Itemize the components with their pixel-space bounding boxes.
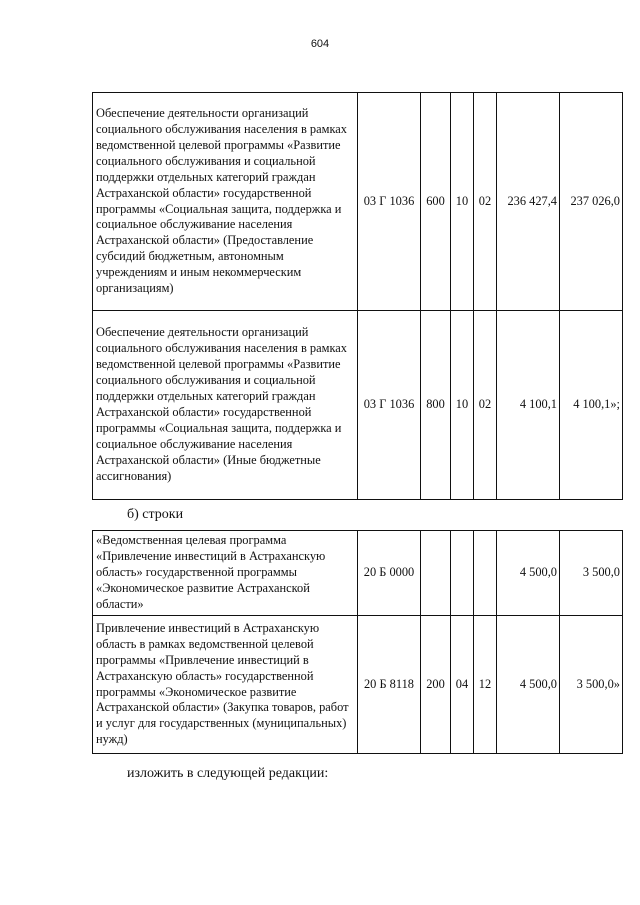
expense-type: 800: [421, 311, 451, 500]
amount-year-2: 4 100,1»;: [560, 311, 623, 500]
rows-label: б) строки: [127, 507, 184, 522]
amount-year-1: 236 427,4: [497, 93, 560, 311]
expense-type: 600: [421, 93, 451, 311]
amount-year-2: 3 500,0»: [560, 616, 623, 754]
page-number: 604: [310, 38, 330, 50]
amount-year-1: 4 500,0: [497, 616, 560, 754]
closing-text: изложить в следующей редакции:: [127, 766, 329, 781]
row-description: Обеспечение деятельности организаций социального обслуживания населения в рамках ведомственной целевой программы «Развитие социального обслуживания и социальной поддержки отдельных категорий граждан Астраханской области» государственной программы «Социальная защита, поддержка и социальное обслуживание населения Астраханской области» (Иные бюджетные ассигнования): [93, 311, 358, 500]
row-description: Обеспечение деятельности организаций социального обслуживания населения в рамках ведомственной целевой программы «Развитие социального обслуживания и социальной поддержки отдельных категорий граждан Астраханской области» государственной программы «Социальная защита, поддержка и социальное обслуживание населения Астраханской области» (Предоставление субсидий бюджетным, автономным учреждениям и иным некоммерческим организациям): [93, 93, 358, 311]
subsection: 02: [474, 93, 497, 311]
section: 10: [451, 311, 474, 500]
table-row: [93, 616, 623, 754]
table-row: [93, 311, 623, 500]
subsection: 02: [474, 311, 497, 500]
budget-table-1: [92, 92, 623, 500]
subsection: 12: [474, 616, 497, 754]
amount-year-2: 237 026,0: [560, 93, 623, 311]
target-code: 03 Г 1036: [358, 311, 421, 500]
expense-type: 200: [421, 616, 451, 754]
section: 10: [451, 93, 474, 311]
row-description: «Ведомственная целевая программа «Привлечение инвестиций в Астраханскую область» государственной программы «Экономическое развитие Астраханской области»: [93, 531, 358, 616]
row-description: Привлечение инвестиций в Астраханскую область в рамках ведомственной целевой программы «Привлечение инвестиций в Астраханскую область» государственной программы «Экономическое развитие Астраханской области» (Закупка товаров, работ и услуг для государственных (муниципальных) нужд): [93, 616, 358, 754]
target-code: 20 Б 8118: [358, 616, 421, 754]
section: [451, 531, 474, 616]
target-code: 20 Б 0000: [358, 531, 421, 616]
budget-table-2: [92, 530, 623, 754]
subsection: [474, 531, 497, 616]
table-row: [93, 531, 623, 616]
expense-type: [421, 531, 451, 616]
amount-year-1: 4 500,0: [497, 531, 560, 616]
amount-year-1: 4 100,1: [497, 311, 560, 500]
table-row: [93, 93, 623, 311]
target-code: 03 Г 1036: [358, 93, 421, 311]
section: 04: [451, 616, 474, 754]
amount-year-2: 3 500,0: [560, 531, 623, 616]
